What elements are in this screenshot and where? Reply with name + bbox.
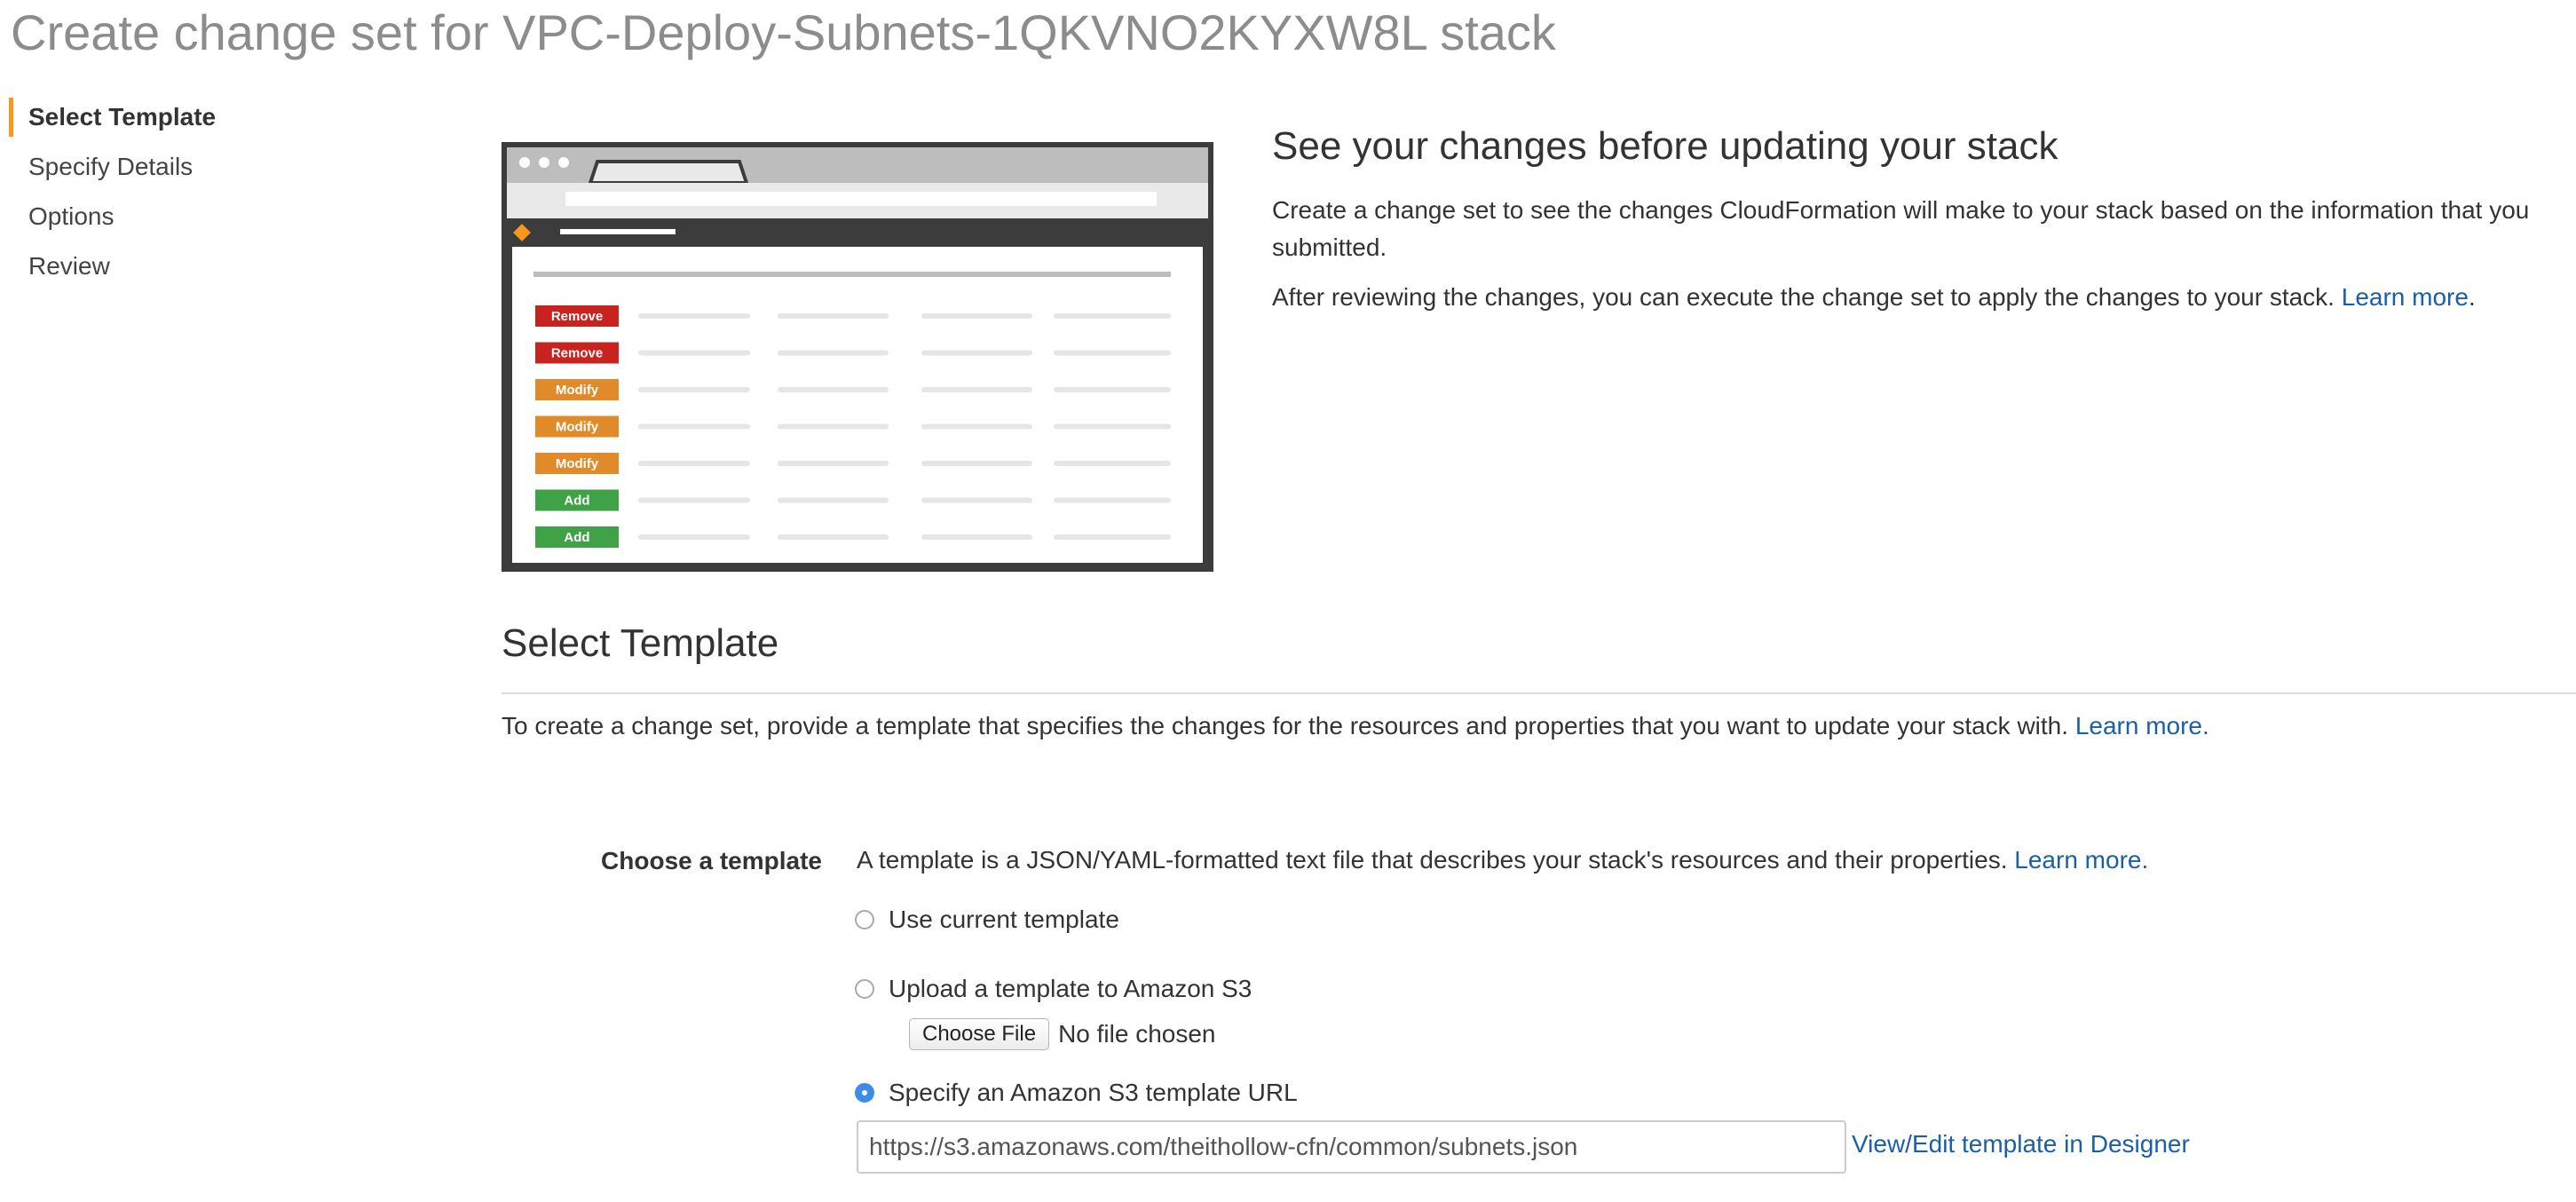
change-badge-label: Modify: [555, 383, 599, 398]
choose-file-button[interactable]: Choose File: [909, 1018, 1049, 1050]
choose-template-learn-more-link[interactable]: Learn more.: [2014, 846, 2149, 874]
intro-paragraph-2-end: .: [2468, 283, 2476, 311]
radio-button[interactable]: [855, 979, 874, 999]
app-nav-text: [560, 229, 676, 234]
placeholder-line: [1054, 387, 1171, 392]
change-badge-label: Add: [564, 530, 590, 545]
radio-label: Use current template: [889, 905, 1119, 933]
placeholder-line: [778, 498, 889, 503]
change-badge-label: Add: [564, 493, 590, 509]
placeholder-line: [778, 424, 889, 430]
placeholder-line: [1054, 351, 1171, 356]
browser-addressbar: [565, 192, 1157, 206]
placeholder-line: [638, 313, 750, 319]
radio-upload-template[interactable]: [855, 971, 1252, 1007]
choose-template-description-text: A template is a JSON/YAML-formatted text file that describes your stack's resources and their properties.: [857, 846, 2008, 874]
browser-tab: [590, 162, 747, 183]
placeholder-line: [1054, 461, 1171, 466]
wizard-nav: [9, 96, 364, 295]
file-upload: [909, 1018, 1216, 1050]
intro-learn-more-link[interactable]: Learn more: [2341, 283, 2469, 311]
window-dot-icon: [558, 157, 569, 168]
placeholder-line: [1054, 424, 1171, 430]
change-badge-label: Modify: [555, 456, 599, 471]
section-divider: [502, 692, 2576, 694]
placeholder-line: [921, 461, 1032, 466]
placeholder-line: [638, 534, 750, 540]
placeholder-line: [1054, 313, 1171, 319]
placeholder-line: [638, 424, 750, 430]
select-template-heading: Select Template: [502, 621, 779, 665]
placeholder-line: [921, 351, 1032, 356]
placeholder-line: [1054, 534, 1171, 540]
radio-label: Upload a template to Amazon S3: [889, 975, 1252, 1002]
placeholder-line: [921, 387, 1032, 392]
intro-paragraph-2-text: After reviewing the changes, you can execute the change set to apply the changes to your stack.: [1272, 283, 2335, 311]
intro-panel: [1272, 124, 2568, 328]
placeholder-line: [778, 313, 889, 319]
radio-button-selected[interactable]: [855, 1083, 874, 1103]
placeholder-line: [921, 498, 1032, 503]
change-badge-label: Remove: [550, 345, 604, 361]
placeholder-line: [638, 461, 750, 466]
intro-heading: See your changes before updating your stack: [1272, 124, 2058, 168]
file-status: No file chosen: [1058, 1020, 1216, 1048]
radio-button[interactable]: [855, 910, 874, 929]
radio-label: Specify an Amazon S3 template URL: [889, 1079, 1298, 1106]
window-dot-icon: [539, 157, 549, 168]
placeholder-line: [638, 351, 750, 356]
placeholder-line: [638, 498, 750, 503]
placeholder-line: [1054, 498, 1171, 503]
window-dot-icon: [519, 157, 530, 168]
choose-template-label: Choose a template: [601, 847, 822, 874]
page-title: Create change set for VPC-Deploy-Subnets-1QKVNO2KYXW8L stack: [11, 4, 1556, 60]
placeholder-line: [778, 461, 889, 466]
change-badge-label: Remove: [550, 309, 604, 324]
radio-use-current-template[interactable]: [855, 902, 1119, 937]
wizard-step-specify-details[interactable]: Specify Details: [28, 153, 194, 180]
placeholder-line: [921, 534, 1032, 540]
intro-paragraph-2: [1272, 279, 2568, 316]
radio-s3-template-url[interactable]: [855, 1075, 1298, 1111]
choose-template-description: [857, 846, 2148, 874]
select-template-description-text: To create a change set, provide a template that specifies the changes for the resources and properties that you want to update your stack with.: [502, 712, 2069, 739]
select-template-description: [502, 712, 2209, 740]
placeholder-line: [921, 424, 1032, 430]
wizard-step-review[interactable]: Review: [28, 252, 110, 280]
placeholder-line: [778, 387, 889, 392]
wizard-step-options[interactable]: Options: [28, 202, 115, 230]
placeholder-line: [778, 351, 889, 356]
placeholder-line: [778, 534, 889, 540]
app-content: [512, 247, 1203, 563]
change-badge-label: Modify: [555, 419, 599, 435]
select-template-learn-more-link[interactable]: Learn more.: [2074, 712, 2209, 739]
content-header-line: [533, 272, 1171, 277]
intro-paragraph-1: Create a change set to see the changes CloudFormation will make to your stack based on the information that you submitted.: [1272, 196, 2530, 261]
placeholder-line: [638, 387, 750, 392]
placeholder-line: [921, 313, 1032, 319]
change-set-illustration: [502, 142, 1213, 572]
view-edit-designer-link[interactable]: View/Edit template in Designer: [1852, 1130, 2190, 1158]
wizard-step-select-template[interactable]: Select Template: [9, 96, 364, 146]
template-url-input[interactable]: [857, 1120, 1846, 1174]
